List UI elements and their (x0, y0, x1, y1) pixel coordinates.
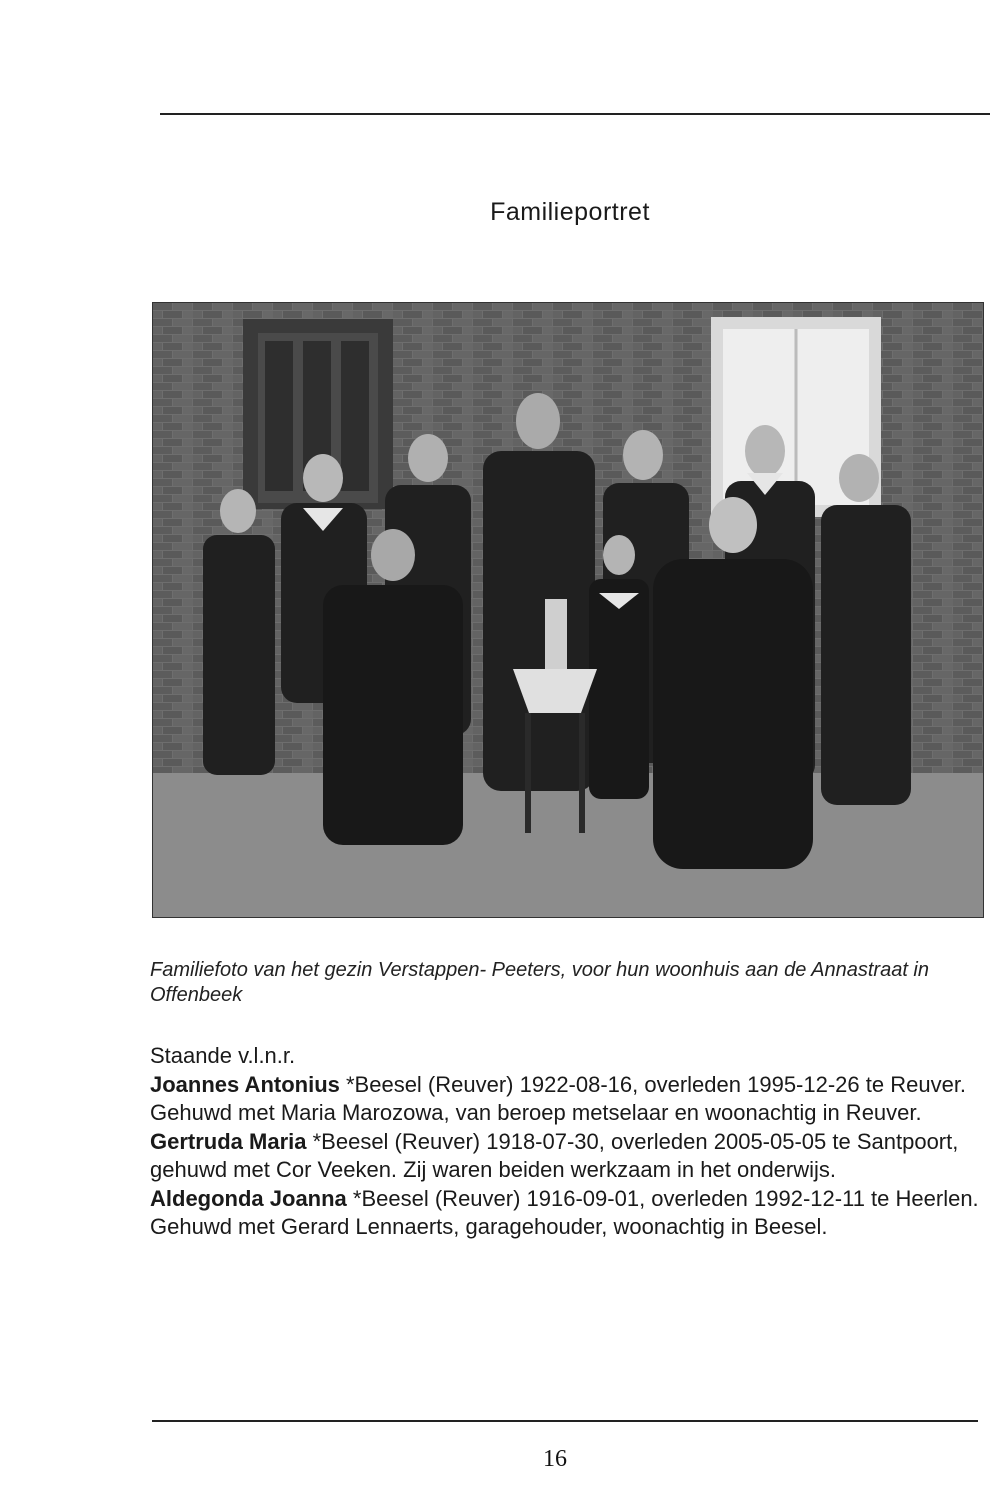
top-rule (160, 113, 990, 115)
entry-text: *Beesel (Reuver) 1916-09-01, overleden 1992-12-11 te Heerlen. Gehuwd met Gerard Lennaerts, garagehouder, woonachtig in Beesel. (150, 1185, 979, 1239)
entry-name: Joannes Antonius (150, 1071, 340, 1097)
family-photo (152, 302, 984, 918)
entry-paragraph (150, 1071, 980, 1128)
entry-text: *Beesel (Reuver) 1922-08-16, overleden 1995-12-26 te Reuver. Gehuwd met Maria Marozowa, van beroep metselaar en woonachtig in Reuver. (150, 1071, 967, 1125)
entry-name: Gertruda Maria (150, 1128, 307, 1154)
page-number: 16 (543, 1446, 567, 1472)
photo-caption: Familiefoto van het gezin Verstappen- Peeters, voor hun woonhuis aan de Annastraat in Offenbeek (150, 959, 929, 1006)
body-text (150, 1042, 980, 1242)
entry-text: *Beesel (Reuver) 1918-07-30, overleden 2005-05-05 te Santpoort, gehuwd met Cor Veeken. Zij waren beiden werkzaam in het onderwijs. (150, 1128, 959, 1182)
entry-paragraph (150, 1128, 980, 1185)
entry-paragraph (150, 1185, 980, 1242)
entry-name: Aldegonda Joanna (150, 1185, 347, 1211)
bottom-rule (152, 1420, 978, 1422)
intro-line: Staande v.l.n.r. (150, 1043, 296, 1068)
page-title: Familieportret (490, 198, 650, 226)
